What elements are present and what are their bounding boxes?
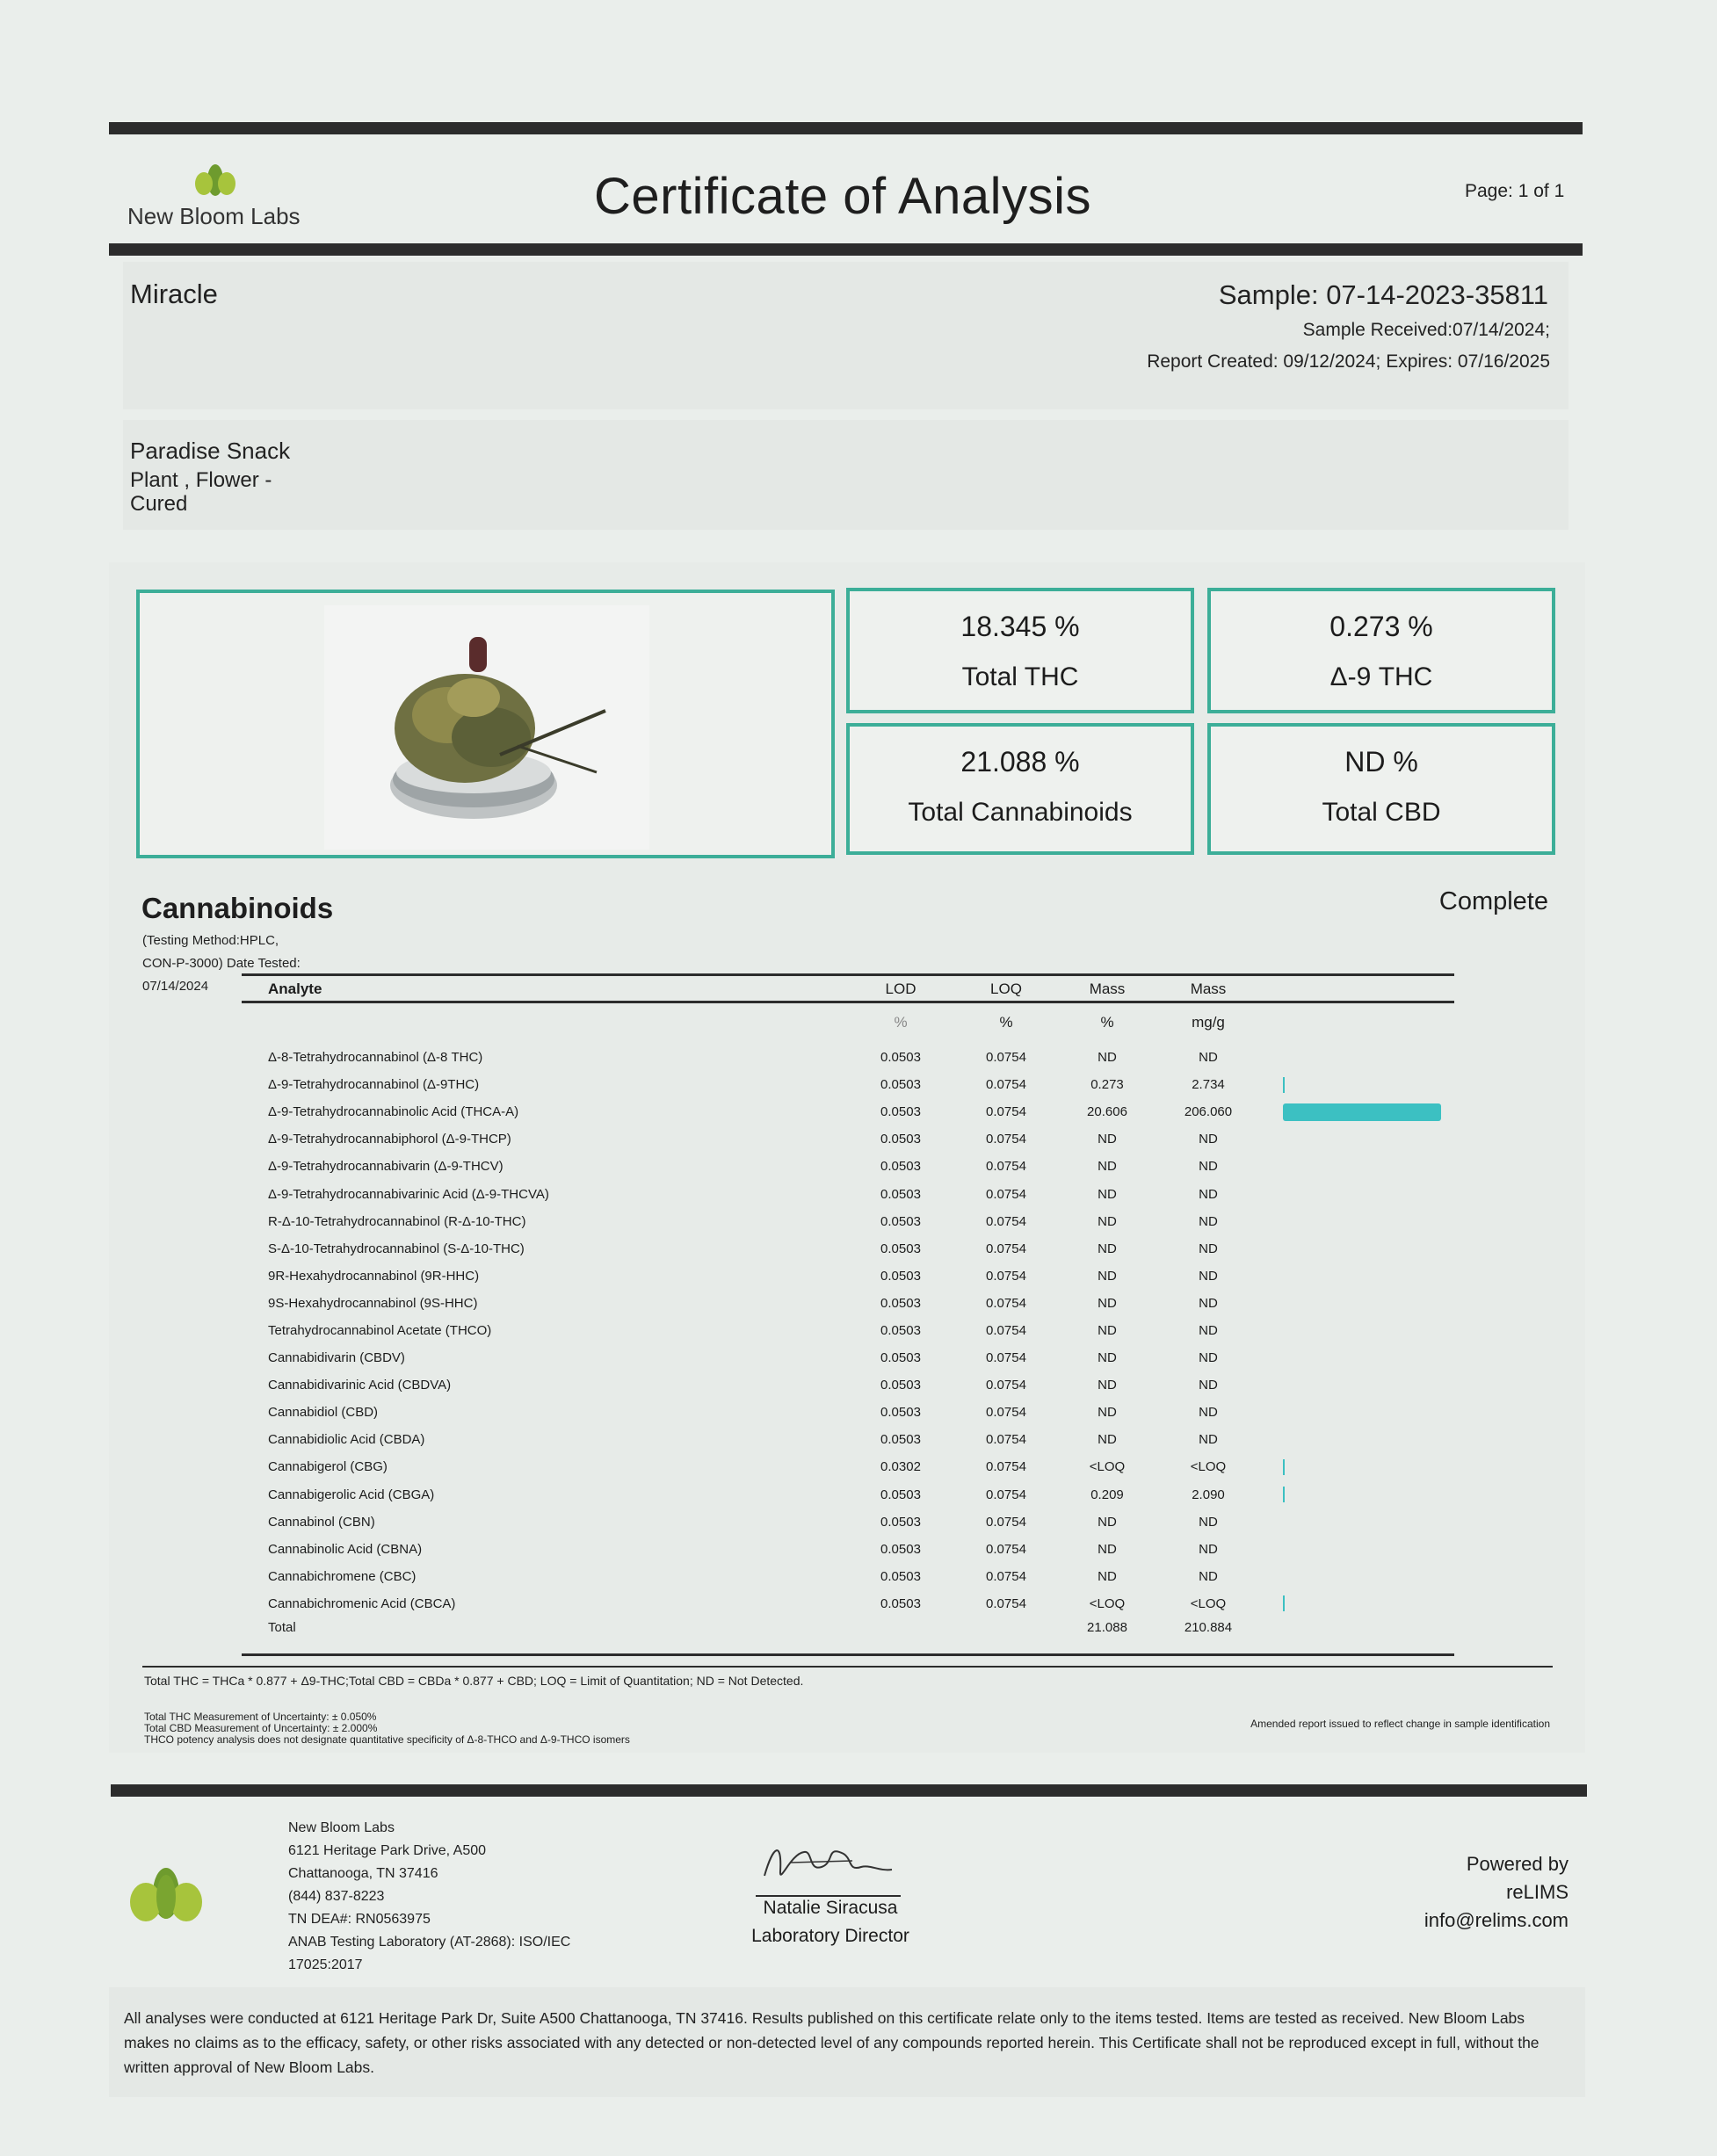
d9-thc-box xyxy=(1207,588,1555,713)
analyte-name: Cannabinol (CBN) xyxy=(268,1514,375,1530)
signer-name: Natalie Siracusa xyxy=(763,1898,898,1918)
total-cbd-value: ND % xyxy=(1344,746,1418,778)
mass-mg-value: ND xyxy=(1199,1050,1218,1066)
mass-mg-value: 2.734 xyxy=(1192,1077,1225,1093)
header-rule xyxy=(109,243,1583,256)
analyte-name: R-Δ-10-Tetrahydrocannabinol (R-Δ-10-THC) xyxy=(268,1213,526,1229)
footer-address1: 6121 Heritage Park Drive, A500 xyxy=(288,1843,487,1858)
lod-value: 0.0503 xyxy=(880,1077,921,1093)
lod-value: 0.0503 xyxy=(880,1186,921,1202)
bar-cell xyxy=(1261,1208,1459,1235)
mass-mg-value: ND xyxy=(1199,1350,1218,1366)
bar-cell xyxy=(1261,1125,1459,1153)
table-row xyxy=(242,1453,1459,1480)
mass-pct-value: 0.209 xyxy=(1090,1487,1124,1502)
analyte-name: 9R-Hexahydrocannabinol (9R-HHC) xyxy=(268,1268,480,1284)
unit-lod: % xyxy=(894,1014,908,1031)
mass-pct-value: ND xyxy=(1098,1241,1117,1256)
table-row xyxy=(242,1590,1459,1617)
testing-method-line2: CON-P-3000) Date Tested: xyxy=(142,956,301,971)
powered-by-label: Powered by xyxy=(1466,1853,1568,1875)
bar-cell xyxy=(1261,1536,1459,1563)
mass-pct-value: ND xyxy=(1098,1132,1117,1147)
bar-cell xyxy=(1261,1290,1459,1317)
signature xyxy=(756,1836,905,1891)
analyte-name: Δ-8-Tetrahydrocannabinol (Δ-8 THC) xyxy=(268,1050,483,1066)
lod-value: 0.0503 xyxy=(880,1050,921,1066)
mass-pct-value: <LOQ xyxy=(1089,1459,1126,1475)
lod-value: 0.0503 xyxy=(880,1159,921,1175)
unit-chart xyxy=(1261,1002,1459,1044)
mass-mg-value: ND xyxy=(1199,1405,1218,1421)
mass-mg-value: ND xyxy=(1199,1378,1218,1393)
analyte-name: Cannabichromene (CBC) xyxy=(268,1568,417,1584)
disclaimer-text: All analyses were conducted at 6121 Heritage Park Dr, Suite A500 Chattanooga, TN 37416. Results published on this certificate relate only to the items tested. Items are tested as received. New Bloom Labs makes no claims as to the efficacy, safety, or other risks associated with any detected or non-detected level of any compounds reported herein. This Certificate shall not be reproduced except in full, without the written approval of New Bloom Labs. xyxy=(124,2009,1540,2076)
mass-pct-value: ND xyxy=(1098,1378,1117,1393)
bar-cell xyxy=(1261,1153,1459,1180)
loq-value: 0.0754 xyxy=(986,1568,1026,1584)
loq-value: 0.0754 xyxy=(986,1322,1026,1338)
loq-value: 0.0754 xyxy=(986,1487,1026,1502)
table-row xyxy=(242,1290,1459,1317)
lod-value: 0.0503 xyxy=(880,1432,921,1448)
lod-value: 0.0503 xyxy=(880,1104,921,1120)
date-tested: 07/14/2024 xyxy=(142,979,209,994)
product-name: Paradise Snack xyxy=(130,438,291,464)
mass-mg-value: ND xyxy=(1199,1159,1218,1175)
table-row xyxy=(242,1536,1459,1563)
bar-cell xyxy=(1261,1453,1459,1480)
status-complete: Complete xyxy=(1438,887,1548,915)
analyte-name: Δ-9-Tetrahydrocannabivarin (Δ-9-THCV) xyxy=(268,1159,504,1175)
loq-value: 0.0754 xyxy=(986,1432,1026,1448)
bar-cell xyxy=(1261,1317,1459,1344)
flower-sample-icon xyxy=(324,605,649,850)
footer-anab1: ANAB Testing Laboratory (AT-2868): ISO/IEC xyxy=(288,1935,571,1950)
table-row xyxy=(242,1481,1459,1508)
table-header-row xyxy=(242,977,1459,1002)
table-row xyxy=(242,1344,1459,1371)
leaf-logo-icon xyxy=(189,163,242,198)
table-row xyxy=(242,1180,1459,1207)
analyte-name: 9S-Hexahydrocannabinol (9S-HHC) xyxy=(268,1295,478,1311)
unit-analyte xyxy=(242,1002,848,1044)
loq-value: 0.0754 xyxy=(986,1186,1026,1202)
bar-cell xyxy=(1261,1071,1459,1098)
total-pct: 21.088 xyxy=(1087,1620,1127,1636)
loq-value: 0.0754 xyxy=(986,1104,1026,1120)
bar-cell xyxy=(1261,1508,1459,1536)
loq-value: 0.0754 xyxy=(986,1514,1026,1530)
analyte-name: Cannabidivarin (CBDV) xyxy=(268,1350,405,1366)
sample-photo xyxy=(324,605,649,850)
analyte-name: S-Δ-10-Tetrahydrocannabinol (S-Δ-10-THC) xyxy=(268,1241,525,1256)
sample-received: Sample Received:07/14/2024; xyxy=(1302,320,1550,340)
analyte-name: Cannabichromenic Acid (CBCA) xyxy=(268,1595,456,1611)
total-mg: 210.884 xyxy=(1184,1620,1233,1636)
analyte-name: Cannabinolic Acid (CBNA) xyxy=(268,1541,423,1557)
uncertainty-cbd: Total CBD Measurement of Uncertainty: ± 2.000% xyxy=(144,1722,378,1734)
footer-logo xyxy=(127,1867,206,1927)
bar-cell xyxy=(1261,1371,1459,1399)
unit-mass-mg: mg/g xyxy=(1192,1014,1225,1031)
report-dates: Report Created: 09/12/2024; Expires: 07/16/2025 xyxy=(1147,351,1550,372)
footer-rule xyxy=(111,1784,1587,1797)
loq-value: 0.0754 xyxy=(986,1132,1026,1147)
mass-pct-value: ND xyxy=(1098,1268,1117,1284)
bar-cell xyxy=(1261,1426,1459,1453)
lab-address xyxy=(288,1817,570,1977)
mass-pct-value: ND xyxy=(1098,1186,1117,1202)
loq-value: 0.0754 xyxy=(986,1213,1026,1229)
total-loq xyxy=(953,1617,1059,1639)
analyte-name: Cannabigerolic Acid (CBGA) xyxy=(268,1487,435,1502)
mass-mg-value: 2.090 xyxy=(1192,1487,1225,1502)
mass-mg-value: <LOQ xyxy=(1190,1459,1227,1475)
total-chart xyxy=(1261,1617,1459,1639)
powered-by xyxy=(1424,1850,1568,1935)
product-type: Plant , Flower - xyxy=(130,468,272,492)
analyte-name: Δ-9-Tetrahydrocannabiphorol (Δ-9-THCP) xyxy=(268,1132,511,1147)
uncertainty-thc: Total THC Measurement of Uncertainty: ± 0.050% xyxy=(144,1711,377,1723)
analyte-name: Cannabidiolic Acid (CBDA) xyxy=(268,1432,425,1448)
bar-cell xyxy=(1261,1481,1459,1508)
loq-value: 0.0754 xyxy=(986,1405,1026,1421)
loq-value: 0.0754 xyxy=(986,1268,1026,1284)
table-bottom-rule xyxy=(242,1653,1454,1656)
mass-mg-value: ND xyxy=(1199,1268,1218,1284)
product-panel xyxy=(123,420,1568,530)
analyte-name: Cannabigerol (CBG) xyxy=(268,1459,388,1475)
signer-title: Laboratory Director xyxy=(751,1926,909,1946)
page-number: Page: 1 of 1 xyxy=(1465,181,1565,201)
total-label: Total xyxy=(268,1620,296,1636)
analyte-name: Cannabidivarinic Acid (CBDVA) xyxy=(268,1378,452,1393)
table-top-rule xyxy=(242,973,1454,976)
mass-mg-value: ND xyxy=(1199,1322,1218,1338)
analyte-name: Tetrahydrocannabinol Acetate (THCO) xyxy=(268,1322,492,1338)
bar-cell xyxy=(1261,1180,1459,1207)
loq-value: 0.0754 xyxy=(986,1241,1026,1256)
lod-value: 0.0503 xyxy=(880,1487,921,1502)
mass-pct-value: ND xyxy=(1098,1350,1117,1366)
mass-pct-value: ND xyxy=(1098,1159,1117,1175)
lod-value: 0.0302 xyxy=(880,1459,921,1475)
mass-pct-value: 20.606 xyxy=(1087,1104,1127,1120)
mass-pct-value: ND xyxy=(1098,1295,1117,1311)
d9-thc-value: 0.273 % xyxy=(1329,611,1433,642)
lod-value: 0.0503 xyxy=(880,1132,921,1147)
lod-value: 0.0503 xyxy=(880,1378,921,1393)
loq-value: 0.0754 xyxy=(986,1378,1026,1393)
thco-note: THCO potency analysis does not designate quantitative specificity of Δ-8-THCO and Δ-9-THCO isomers xyxy=(144,1733,630,1746)
table-row xyxy=(242,1262,1459,1290)
testing-method-line1: (Testing Method:HPLC, xyxy=(142,933,279,948)
total-cbd-label: Total CBD xyxy=(1322,798,1441,827)
lod-value: 0.0503 xyxy=(880,1241,921,1256)
table-row xyxy=(242,1563,1459,1590)
mass-mg-value: ND xyxy=(1199,1213,1218,1229)
loq-value: 0.0754 xyxy=(986,1350,1026,1366)
table-row xyxy=(242,1235,1459,1262)
mass-bar-tick xyxy=(1283,1487,1285,1502)
powered-by-email[interactable]: info@relims.com xyxy=(1424,1909,1568,1931)
top-rule xyxy=(109,122,1583,134)
bar-cell xyxy=(1261,1399,1459,1426)
uncertainty-notes xyxy=(144,1711,630,1746)
table-row xyxy=(242,1044,1459,1071)
table-row xyxy=(242,1071,1459,1098)
bar-cell xyxy=(1261,1344,1459,1371)
lod-value: 0.0503 xyxy=(880,1541,921,1557)
table-row xyxy=(242,1125,1459,1153)
mass-mg-value: ND xyxy=(1199,1568,1218,1584)
total-cannabinoids-label: Total Cannabinoids xyxy=(908,798,1133,827)
mass-pct-value: ND xyxy=(1098,1568,1117,1584)
loq-value: 0.0754 xyxy=(986,1295,1026,1311)
mass-pct-value: <LOQ xyxy=(1089,1595,1126,1611)
total-cannabinoids-value: 21.088 % xyxy=(960,746,1080,778)
sample-id: Sample: 07-14-2023-35811 xyxy=(1218,279,1548,310)
lod-value: 0.0503 xyxy=(880,1405,921,1421)
lod-value: 0.0503 xyxy=(880,1350,921,1366)
mass-pct-value: 0.273 xyxy=(1090,1077,1124,1093)
analyte-name: Cannabidiol (CBD) xyxy=(268,1405,379,1421)
mass-bar-tick xyxy=(1283,1595,1285,1611)
mass-mg-value: ND xyxy=(1199,1432,1218,1448)
analyte-name: Δ-9-Tetrahydrocannabinol (Δ-9THC) xyxy=(268,1077,480,1093)
cannabinoids-title: Cannabinoids xyxy=(141,892,334,924)
page-title: Certificate of Analysis xyxy=(594,168,1091,225)
mass-pct-value: ND xyxy=(1098,1050,1117,1066)
table-row xyxy=(242,1317,1459,1344)
footer-address2: Chattanooga, TN 37416 xyxy=(288,1866,438,1881)
table-unit-row xyxy=(242,1002,1459,1044)
loq-value: 0.0754 xyxy=(986,1541,1026,1557)
total-thc-label: Total THC xyxy=(961,662,1079,691)
mass-bar xyxy=(1283,1103,1441,1121)
col-lod: LOD xyxy=(885,980,916,997)
bar-cell xyxy=(1261,1590,1459,1617)
powered-by-name: reLIMS xyxy=(1506,1881,1568,1903)
col-analyte: Analyte xyxy=(268,980,322,997)
mass-mg-value: ND xyxy=(1199,1241,1218,1256)
lod-value: 0.0503 xyxy=(880,1568,921,1584)
client-name: Miracle xyxy=(130,279,218,309)
lod-value: 0.0503 xyxy=(880,1268,921,1284)
total-row xyxy=(242,1617,1459,1639)
loq-value: 0.0754 xyxy=(986,1459,1026,1475)
bar-cell xyxy=(1261,1044,1459,1071)
mass-mg-value: ND xyxy=(1199,1186,1218,1202)
total-cannabinoids-box xyxy=(846,723,1194,855)
mass-mg-value: 206.060 xyxy=(1184,1104,1233,1120)
total-thc-value: 18.345 % xyxy=(960,611,1080,642)
lod-value: 0.0503 xyxy=(880,1514,921,1530)
bar-cell xyxy=(1261,1563,1459,1590)
unit-loq: % xyxy=(999,1014,1013,1031)
table-row xyxy=(242,1508,1459,1536)
col-mass-mg: Mass xyxy=(1190,980,1227,997)
unit-mass-pct: % xyxy=(1100,1014,1114,1031)
mass-pct-value: ND xyxy=(1098,1405,1117,1421)
table-row xyxy=(242,1153,1459,1180)
table-row xyxy=(242,1399,1459,1426)
mass-mg-value: ND xyxy=(1199,1541,1218,1557)
bar-cell xyxy=(1261,1235,1459,1262)
sample-photo-frame xyxy=(136,590,835,858)
mass-pct-value: ND xyxy=(1098,1514,1117,1530)
formula-rule xyxy=(142,1666,1553,1668)
table-row xyxy=(242,1208,1459,1235)
table-row xyxy=(242,1371,1459,1399)
signature-line xyxy=(756,1895,901,1897)
total-thc-box xyxy=(846,588,1194,713)
loq-value: 0.0754 xyxy=(986,1050,1026,1066)
loq-value: 0.0754 xyxy=(986,1595,1026,1611)
lab-logo xyxy=(189,163,242,198)
footer-dea: TN DEA#: RN0563975 xyxy=(288,1912,431,1927)
d9-thc-label: Δ-9 THC xyxy=(1329,662,1433,691)
mass-pct-value: ND xyxy=(1098,1432,1117,1448)
analyte-name: Δ-9-Tetrahydrocannabivarinic Acid (Δ-9-THCVA) xyxy=(268,1186,549,1202)
col-chart xyxy=(1261,977,1459,1002)
col-mass-pct: Mass xyxy=(1089,980,1126,997)
lod-value: 0.0503 xyxy=(880,1595,921,1611)
lod-value: 0.0503 xyxy=(880,1322,921,1338)
footer-anab2: 17025:2017 xyxy=(288,1957,363,1972)
lod-value: 0.0503 xyxy=(880,1295,921,1311)
mass-mg-value: ND xyxy=(1199,1514,1218,1530)
mass-mg-value: <LOQ xyxy=(1190,1595,1227,1611)
analyte-name: Δ-9-Tetrahydrocannabinolic Acid (THCA-A) xyxy=(268,1104,519,1120)
footer-phone: (844) 837-8223 xyxy=(288,1889,385,1904)
lod-value: 0.0503 xyxy=(880,1213,921,1229)
table-row xyxy=(242,1426,1459,1453)
signature-icon xyxy=(756,1836,905,1891)
leaf-logo-icon xyxy=(127,1867,206,1927)
mass-pct-value: ND xyxy=(1098,1213,1117,1229)
loq-value: 0.0754 xyxy=(986,1077,1026,1093)
cannabinoid-table xyxy=(242,977,1459,1639)
amended-note: Amended report issued to reflect change in sample identification xyxy=(1250,1718,1550,1730)
table-row xyxy=(242,1098,1459,1125)
lab-name: New Bloom Labs xyxy=(127,203,301,229)
bar-cell xyxy=(1261,1262,1459,1290)
loq-value: 0.0754 xyxy=(986,1159,1026,1175)
mass-mg-value: ND xyxy=(1199,1132,1218,1147)
col-loq: LOQ xyxy=(990,980,1022,997)
footer-lab-name: New Bloom Labs xyxy=(288,1820,395,1835)
product-state: Cured xyxy=(130,492,188,516)
bar-cell xyxy=(1261,1098,1459,1125)
formula-note: Total THC = THCa * 0.877 + Δ9-THC;Total CBD = CBDa * 0.877 + CBD; LOQ = Limit of Quantitation; ND = Not Detected. xyxy=(144,1674,804,1688)
mass-bar-tick xyxy=(1283,1077,1285,1093)
mass-bar-tick xyxy=(1283,1459,1285,1475)
mass-pct-value: ND xyxy=(1098,1322,1117,1338)
total-cbd-box xyxy=(1207,723,1555,855)
mass-pct-value: ND xyxy=(1098,1541,1117,1557)
total-lod xyxy=(848,1617,953,1639)
mass-mg-value: ND xyxy=(1199,1295,1218,1311)
